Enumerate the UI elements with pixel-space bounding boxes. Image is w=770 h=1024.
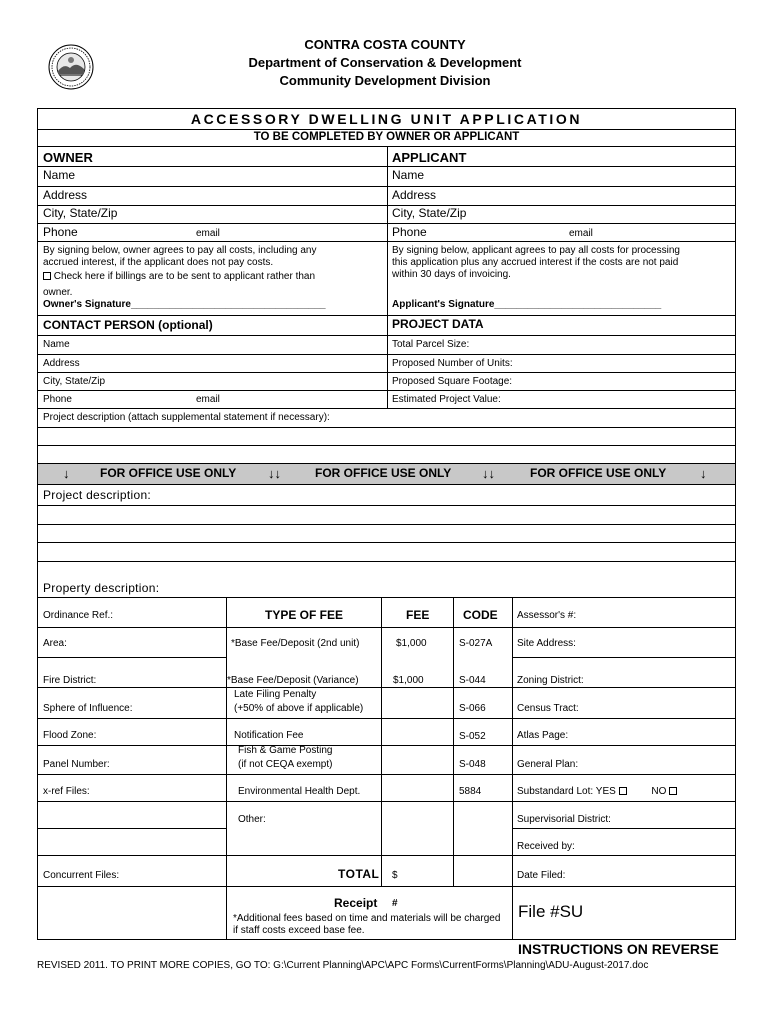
substandard-lot-field [517, 786, 677, 798]
base-fee-2nd-unit: *Base Fee/Deposit (2nd unit) [231, 638, 360, 649]
double-arrow-down-icon: ↓↓ [268, 466, 281, 481]
form-title: ACCESSORY DWELLING UNIT APPLICATION [38, 109, 735, 130]
fee-code: S-027A [459, 638, 493, 649]
owner-address-field[interactable]: Address [43, 188, 88, 202]
billing-checkbox-label: Check here if billings are to be sent to applicant rather than [53, 271, 316, 282]
general-plan-field[interactable]: General Plan: [517, 759, 579, 770]
total-label: TOTAL [338, 867, 380, 881]
owner-email-field[interactable]: email [196, 228, 220, 239]
office-project-description-label: Project description: [43, 488, 152, 502]
arrow-down-icon: ↓ [63, 466, 70, 481]
applicant-heading: APPLICANT [392, 150, 467, 165]
notification-fee: Notification Fee [234, 730, 304, 741]
office-use-banner [38, 463, 735, 485]
flood-zone-field[interactable]: Flood Zone: [43, 730, 97, 741]
applicant-city-field[interactable]: City, State/Zip [392, 206, 467, 220]
billing-checkbox-label-2: owner. [43, 287, 73, 298]
project-value-field[interactable]: Estimated Project Value: [392, 394, 501, 405]
owner-signature-line[interactable]: Owner's Signature___________________________________ [43, 299, 326, 310]
county-name: CONTRA COSTA COUNTY [304, 37, 466, 52]
office-use-label-2: FOR OFFICE USE ONLY [315, 466, 452, 480]
additional-fees-note: *Additional fees based on time and materials will be charged [233, 913, 501, 924]
billing-checkbox[interactable] [43, 272, 51, 280]
fish-game-posting: Fish & Game Posting [238, 745, 333, 756]
project-description-label: Project description (attach supplemental statement if necessary): [43, 412, 330, 423]
square-footage-field[interactable]: Proposed Square Footage: [392, 376, 513, 387]
fee-code: S-044 [459, 675, 486, 686]
fee-code: S-052 [459, 731, 486, 742]
area-field[interactable]: Area: [43, 638, 67, 649]
applicant-name-field[interactable]: Name [392, 168, 425, 182]
applicant-agreement-text: By signing below, applicant agrees to pay all costs for processing [392, 245, 680, 256]
base-fee-variance: *Base Fee/Deposit (Variance) [227, 675, 359, 686]
fish-game-posting-note: (if not CEQA exempt) [238, 759, 333, 770]
received-by-field[interactable]: Received by: [517, 841, 575, 852]
contact-address-field[interactable]: Address [43, 358, 80, 369]
project-data-heading: PROJECT DATA [392, 317, 484, 331]
owner-agreement-text-2: accrued interest, if the applicant does not pay costs. [43, 257, 274, 268]
zoning-district-field[interactable]: Zoning District: [517, 675, 584, 686]
code-header: CODE [463, 608, 498, 622]
fee-code: S-066 [459, 703, 486, 714]
fee-value: $1,000 [396, 638, 427, 649]
owner-heading: OWNER [43, 150, 93, 165]
type-of-fee-header: TYPE OF FEE [265, 608, 344, 622]
panel-number-field[interactable]: Panel Number: [43, 759, 110, 770]
contact-name-field[interactable]: Name [43, 339, 70, 350]
applicant-signature-line[interactable]: Applicant's Signature______________________________ [392, 299, 662, 310]
environmental-health-fee: Environmental Health Dept. [238, 786, 361, 797]
fire-district-field[interactable]: Fire District: [43, 675, 97, 686]
owner-name-field[interactable]: Name [43, 168, 76, 182]
fee-header: FEE [406, 608, 430, 622]
other-fee-field[interactable]: Other: [238, 814, 266, 825]
receipt-field[interactable]: # [392, 898, 398, 909]
late-filing-penalty: Late Filing Penalty [234, 689, 317, 700]
revision-footer: REVISED 2011. TO PRINT MORE COPIES, GO TO: G:\Current Planning\APC\APC Forms\CurrentForms\Planning\ADU-August-2017.doc [37, 960, 649, 971]
supervisorial-district-field[interactable]: Supervisorial District: [517, 814, 611, 825]
contact-email-field[interactable]: email [196, 394, 220, 405]
census-tract-field[interactable]: Census Tract: [517, 703, 579, 714]
fee-code: S-048 [459, 759, 486, 770]
substandard-lot-label: Substandard Lot: [517, 786, 594, 797]
double-arrow-down-icon: ↓↓ [482, 466, 495, 481]
date-filed-field[interactable]: Date Filed: [517, 870, 566, 881]
fee-code: 5884 [459, 786, 482, 797]
receipt-label: Receipt [334, 896, 378, 910]
yes-label: YES [595, 786, 616, 797]
fee-value: $1,000 [393, 675, 424, 686]
applicant-agreement-text-3: within 30 days of invoicing. [392, 269, 511, 280]
division-name: Community Development Division [279, 73, 491, 88]
number-of-units-field[interactable]: Proposed Number of Units: [392, 358, 513, 369]
late-filing-penalty-note: (+50% of above if applicable) [234, 703, 364, 714]
application-form [37, 108, 736, 940]
additional-fees-note-2: if staff costs exceed base fee. [233, 925, 365, 936]
assessors-number-field[interactable]: Assessor's #: [517, 610, 577, 621]
no-checkbox[interactable] [669, 787, 677, 795]
instructions-on-reverse: INSTRUCTIONS ON REVERSE [518, 941, 719, 957]
form-subtitle: TO BE COMPLETED BY OWNER OR APPLICANT [253, 131, 520, 143]
applicant-address-field[interactable]: Address [392, 188, 437, 202]
contact-heading: CONTACT PERSON (optional) [43, 318, 213, 332]
contact-phone-field[interactable]: Phone [43, 394, 72, 405]
billing-checkbox-row[interactable] [43, 271, 315, 283]
contact-city-field[interactable]: City, State/Zip [43, 376, 106, 387]
owner-agreement-text: By signing below, owner agrees to pay all costs, including any [43, 245, 317, 256]
parcel-size-field[interactable]: Total Parcel Size: [392, 339, 470, 350]
office-use-label-1: FOR OFFICE USE ONLY [100, 466, 237, 480]
concurrent-files-field[interactable]: Concurrent Files: [43, 870, 120, 881]
no-label: NO [651, 786, 667, 797]
applicant-email-field[interactable]: email [569, 228, 593, 239]
total-field[interactable]: $ [392, 870, 398, 881]
file-number-field[interactable]: File #SU [518, 902, 584, 921]
property-description-label: Property description: [43, 581, 160, 595]
atlas-page-field[interactable]: Atlas Page: [517, 730, 569, 741]
owner-phone-field[interactable]: Phone [43, 225, 78, 239]
applicant-agreement-text-2: this application plus any accrued interest if the costs are not paid [392, 257, 679, 268]
applicant-phone-field[interactable]: Phone [392, 225, 427, 239]
arrow-down-icon: ↓ [700, 466, 707, 481]
ordinance-ref-field[interactable]: Ordinance Ref.: [43, 610, 114, 621]
sphere-of-influence-field[interactable]: Sphere of Influence: [43, 703, 133, 714]
site-address-field[interactable]: Site Address: [517, 638, 576, 649]
department-name: Department of Conservation & Development [248, 55, 522, 70]
office-use-label-3: FOR OFFICE USE ONLY [530, 466, 667, 480]
owner-city-field[interactable]: City, State/Zip [43, 206, 118, 220]
x-ref-files-field[interactable]: x-ref Files: [43, 786, 90, 797]
yes-checkbox[interactable] [619, 787, 627, 795]
